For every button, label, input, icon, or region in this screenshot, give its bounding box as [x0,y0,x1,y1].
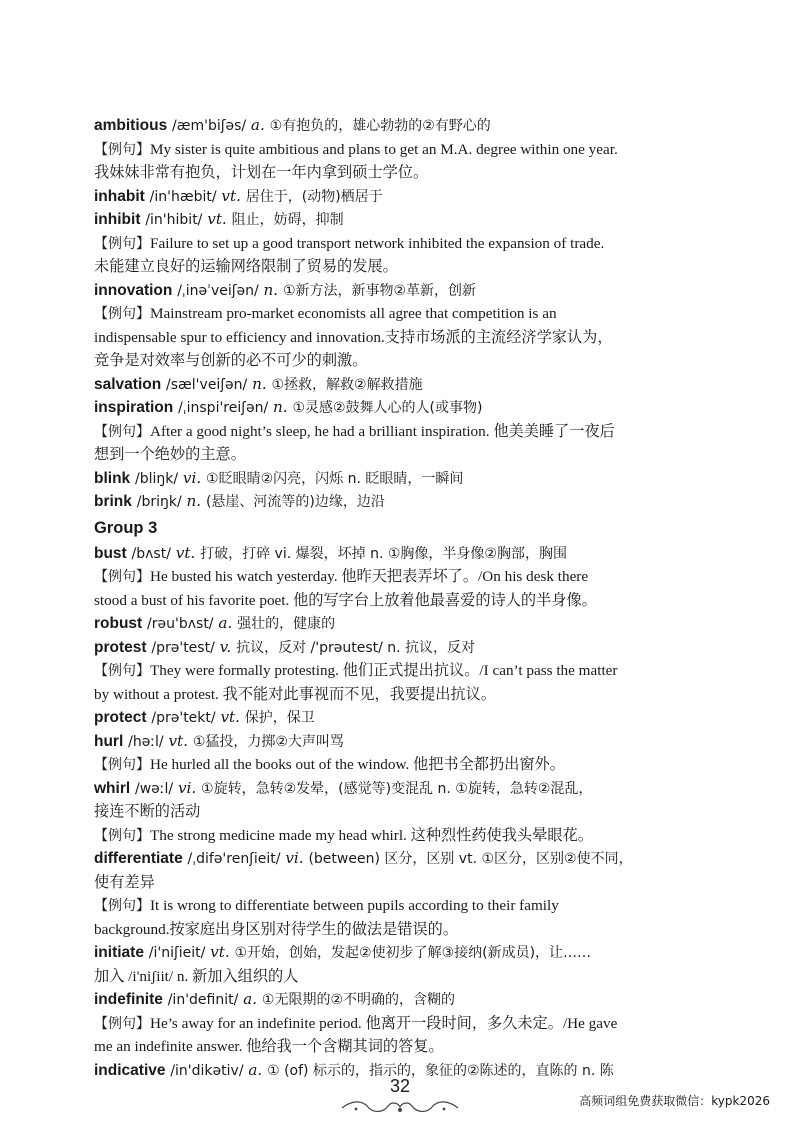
example-tag: 【例句】 [94,423,150,440]
continuation-text: 想到一个绝妙的主意。 [94,446,246,463]
phonetic: /prə'tekt/ [151,710,216,726]
headword: hurl [94,732,124,750]
headword: protest [94,638,147,656]
definition: 居住于，(动物)栖居于 [245,188,383,205]
phonetic: /in'hæbit/ [149,188,217,205]
example-sentence [94,232,714,256]
example-text: He busted his watch yesterday. 他昨天把表弄坏了。/On his desk there [150,568,589,585]
headword: inhabit [94,187,145,205]
example-text: After a good night’s sleep, he had a brilliant inspiration. 他美美睡了一夜后 [150,422,615,440]
phonetic: /in'definit/ [167,992,239,1008]
phonetic: /sæl'veiʃən/ [166,376,248,393]
phonetic: /ˌinəˈveiʃən/ [177,282,259,299]
vocab-entry [94,114,714,138]
continuation-text: 使有差异 [94,873,155,891]
phonetic: /æm'biʃəs/ [172,118,247,134]
vocab-entry [94,777,714,801]
continuation-text: by without a protest. 我不能对此事视而不见，我要提出抗议。 [94,685,497,703]
headword: salvation [94,375,162,393]
page-footer [0,1076,800,1126]
headword: bust [94,544,127,562]
vocab-entry [94,706,714,730]
continuation-text: stood a bust of his favorite poet. 他的写字台上放着他最喜爱的诗人的半身像。 [94,591,597,609]
flourish-ornament-icon [338,1098,462,1116]
part-of-speech: vt. [210,943,230,961]
part-of-speech: n. [273,398,288,416]
example-tag: 【例句】 [94,1015,150,1032]
vocab-entry [94,612,714,636]
phonetic: /in'dikətiv/ [170,1062,244,1079]
definition: 保护，保卫 [244,710,315,726]
headword: protect [94,709,147,726]
continuation-text: 加入 /i'niʃiit/ n. 新加入组织的人 [94,967,299,985]
vocab-entry [94,208,714,232]
example-text: He’s away for an indefinite period. 他离开一段时间，多久未定。/He gave [150,1014,618,1032]
part-of-speech: vi. [177,778,197,797]
part-of-speech: n. [186,492,202,510]
part-of-speech: vt. [221,186,241,205]
vocab-entry [94,847,714,871]
phonetic: /i'niʃieit/ [148,945,206,961]
vocab-entry [94,730,714,754]
definition: ①无限期的②不明确的，含糊的 [261,992,455,1008]
vocab-entry [94,279,714,303]
footer-note: 高频词组免费获取微信：kypk2026 [579,1094,770,1108]
definition: ①灵感②鼓舞人心的人(或事物) [292,400,483,416]
headword: indicative [94,1061,166,1079]
definition: (between) 区分，区别 vt. ①区分，区别②使不同， [308,851,633,867]
phonetic: /briŋk/ [136,494,182,510]
phonetic: /bliŋk/ [135,470,179,487]
part-of-speech: v. [219,637,232,656]
phonetic: /həːl/ [128,733,164,750]
definition: ①眨眼睛②闪亮，闪烁 n. 眨眼睛，一瞬间 [206,470,464,487]
phonetic: /ˌdifə'renʃieit/ [187,851,281,867]
definition: ①开始，创始，发起②使初步了解③接纳(新成员)，让…… [234,945,592,961]
vocab-entry [94,185,714,209]
part-of-speech: vt. [168,731,188,750]
example-text: He hurled all the books out of the window. 他把书全都扔出窗外。 [150,756,565,773]
part-of-speech: vi. [182,468,202,487]
example-sentence [94,824,714,848]
headword: differentiate [94,850,183,867]
part-of-speech: vt. [175,543,196,562]
definition: 阻止，妨碍，抑制 [231,212,344,228]
phonetic: /bʌst/ [131,545,171,562]
phonetic: /wəːl/ [135,780,174,797]
vocab-entry [94,988,714,1012]
example-sentence [94,659,714,683]
vocab-entry [94,490,714,514]
headword: initiate [94,944,144,961]
example-tag: 【例句】 [94,306,150,322]
vocab-entry [94,636,714,660]
continuation-text: 接连不断的活动 [94,803,201,820]
example-tag: 【例句】 [94,827,150,844]
example-sentence [94,302,714,326]
continuation-text: 我妹妹非常有抱负，计划在一年内拿到硕士学位。 [94,164,429,181]
part-of-speech: vt. [220,708,240,726]
headword: blink [94,469,131,487]
headword: inspiration [94,399,174,416]
phonetic: /in'hibit/ [145,212,203,228]
example-sentence [94,565,714,589]
example-tag: 【例句】 [94,663,150,679]
definition: (悬崖、河流等的)边缘，边沿 [205,494,385,510]
page-number: 32 [389,1076,411,1096]
example-sentence [94,1012,714,1036]
headword: robust [94,615,143,632]
definition: 打破，打碎 vi. 爆裂，坏掉 n. ①胸像，半身像②胸部，胸围 [200,545,567,562]
example-sentence [94,894,714,918]
example-tag: 【例句】 [94,141,150,158]
continuation-text: 竞争是对效率与创新的必不可少的刺激。 [94,352,368,369]
part-of-speech: vt. [207,210,227,228]
definition: 强壮的，健康的 [237,616,336,632]
vocabulary-list [94,114,714,1082]
vocab-entry [94,373,714,397]
part-of-speech: a. [218,614,233,632]
headword: ambitious [94,117,168,134]
example-tag: 【例句】 [94,757,150,773]
headword: whirl [94,779,131,797]
example-sentence [94,138,714,162]
example-sentence [94,753,714,777]
example-tag: 【例句】 [94,235,150,252]
part-of-speech: a. [248,1060,263,1079]
definition: 抗议，反对 /'prəutest/ n. 抗议，反对 [236,639,476,656]
phonetic: /prə'test/ [151,639,215,656]
part-of-speech: a. [250,116,265,134]
part-of-speech: n. [263,280,279,299]
definition: ①猛投，力掷②大声叫骂 [192,733,344,750]
part-of-speech: vi. [285,849,304,867]
example-text: Mainstream pro-market economists all agree that competition is an [150,305,557,322]
example-sentence [94,420,714,444]
definition: ①新方法，新事物②革新，创新 [282,282,477,299]
continuation-text: 未能建立良好的运输网络限制了贸易的发展。 [94,258,398,275]
example-text: The strong medicine made my head whirl. 这种烈性药使我头晕眼花。 [150,826,593,844]
vocab-entry [94,396,714,420]
example-tag: 【例句】 [94,569,150,585]
definition: ①拯救，解救②解救措施 [271,376,423,393]
definition: ①旋转，急转②发晕，(感觉等)变混乱 n. ①旋转，急转②混乱， [201,780,593,797]
phonetic: /rəu'bʌst/ [147,616,214,632]
example-text: My sister is quite ambitious and plans to get an M.A. degree within one year. [150,140,618,158]
headword: brink [94,493,132,510]
example-text: They were formally protesting. 他们正式提出抗议。/I can’t pass the matter [150,662,618,679]
definition: ① (of) 标示的，指示的，象征的②陈述的，直陈的 n. 陈 [267,1062,614,1079]
headword: innovation [94,281,173,299]
group-heading: Group 3 [94,518,158,537]
example-tag: 【例句】 [94,898,150,914]
vocab-entry [94,941,714,965]
part-of-speech: a. [243,990,258,1008]
example-text: It is wrong to differentiate between pupils according to their family [150,897,559,914]
vocab-entry [94,467,714,491]
continuation-text: me an indefinite answer. 他给我一个含糊其词的答复。 [94,1038,444,1055]
vocab-entry [94,542,714,566]
headword: indefinite [94,991,163,1008]
headword: inhibit [94,211,141,228]
part-of-speech: n. [252,374,267,393]
continuation-text: indispensable spur to efficiency and innovation.支持市场派的主流经济学家认为， [94,328,613,346]
phonetic: /ˌinspi'reiʃən/ [178,400,269,416]
definition: ①有抱负的，雄心勃勃的②有野心的 [269,118,491,134]
example-text: Failure to set up a good transport network inhibited the expansion of trade. [150,234,605,252]
continuation-text: background.按家庭出身区别对待学生的做法是错误的。 [94,920,459,938]
